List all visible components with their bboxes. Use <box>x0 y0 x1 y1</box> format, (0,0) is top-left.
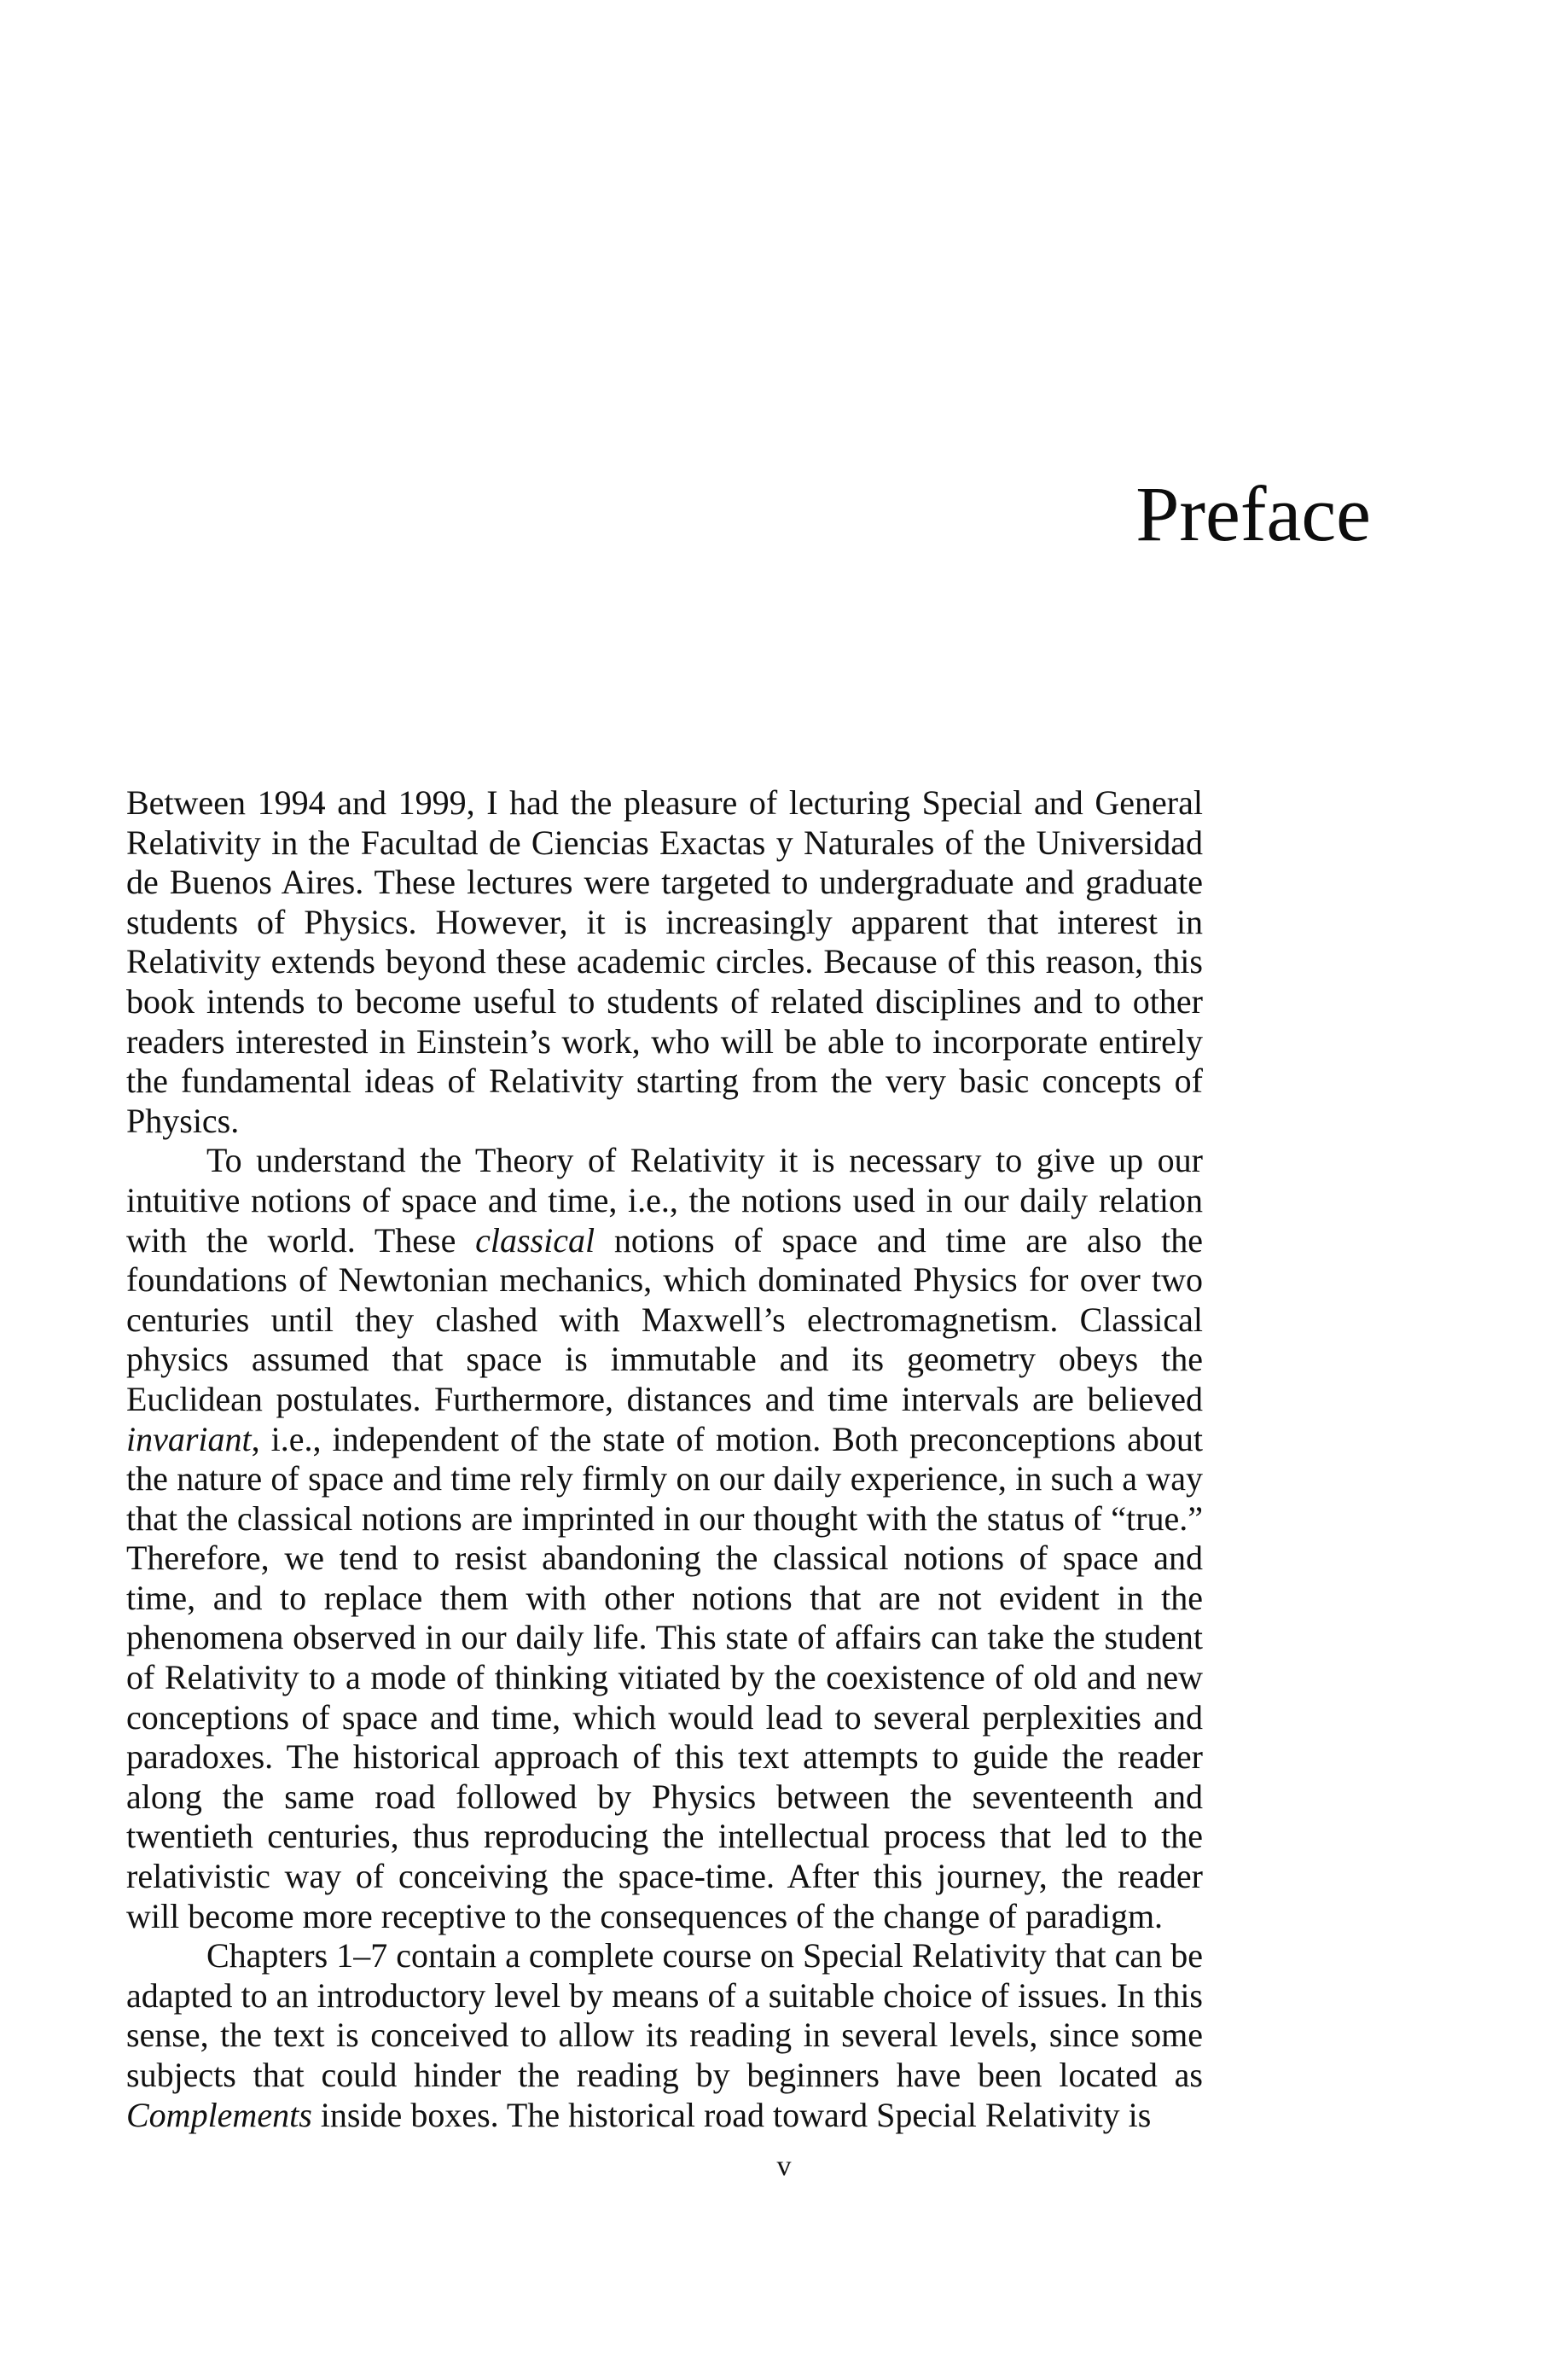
preface-body <box>126 783 1203 2135</box>
emphasis-classical: classical <box>475 1220 595 1260</box>
paragraph-2 <box>126 1141 1203 1936</box>
emphasis-invariant: invariant <box>126 1419 252 1458</box>
paragraph-2-text-start: To understand the Theory of Relativity it is necessary to give up our intuitive notions of space and time, i.e., the notions used in our daily relation with the world. These <box>126 1141 1203 1260</box>
paragraph-1-text: Between 1994 and 1999, I had the pleasure of lecturing Special and General Relativity in the Facultad de Ciencias Exactas y Naturales of the Universidad de Buenos Aires. These lectures were targeted to undergraduate and graduate students of Physics. However, it is increasingly apparent that interest in Relativity extends beyond these academic circles. Because of this reason, this book intends to become useful to students of related disciplines and to other readers interested in Einstein’s work, who will be able to incorporate entirely the fundamental ideas of Relativity starting from the very basic concepts of Physics. <box>126 783 1203 1140</box>
page-number: v <box>776 2150 792 2182</box>
paragraph-2-text-end: , i.e., independent of the state of motion. Both preconceptions about the nature of space and time rely firmly on our daily experience, in such a way that the classical notions are imprinted in our thought with the status of “true.” Therefore, we tend to resist abandoning the classical notions of space and time, and to replace them with other notions that are not evident in the phenomena observed in our daily life. This state of affairs can take the student of Relativity to a mode of thinking vitiated by the coexistence of old and new conceptions of space and time, which would lead to several perplexities and paradoxes. The historical approach of this text attempts to guide the reader along the same road followed by Physics between the seventeenth and twentieth centuries, thus reproducing the intellectual process that led to the relativistic way of conceiving the space-time. After this journey, the reader will become more receptive to the consequences of the change of paradigm. <box>126 1419 1203 1935</box>
paragraph-3-text-start: Chapters 1–7 contain a complete course on Special Relativity that can be adapted to an introductory level by means of a suitable choice of issues. In this sense, the text is conceived to allow its reading in several levels, since some subjects that could hinder the reading by beginners have been located as <box>126 1936 1203 2094</box>
paragraph-1 <box>126 783 1203 1141</box>
paragraph-2-text-middle: notions of space and time are also the foundations of Newtonian mechanics, which dominated Physics for over two centuries until they clashed with Maxwell’s electromagnetism. Classical physics assumed that space is immutable and its geometry obeys the Euclidean postulates. Furthermore, distances and time intervals are believed <box>126 1220 1203 1418</box>
page-title: Preface <box>1135 470 1371 557</box>
paragraph-3 <box>126 1936 1203 2135</box>
emphasis-complements: Complements <box>126 2095 312 2134</box>
paragraph-3-text-end: inside boxes. The historical road toward Special Relativity is <box>311 2095 1152 2134</box>
